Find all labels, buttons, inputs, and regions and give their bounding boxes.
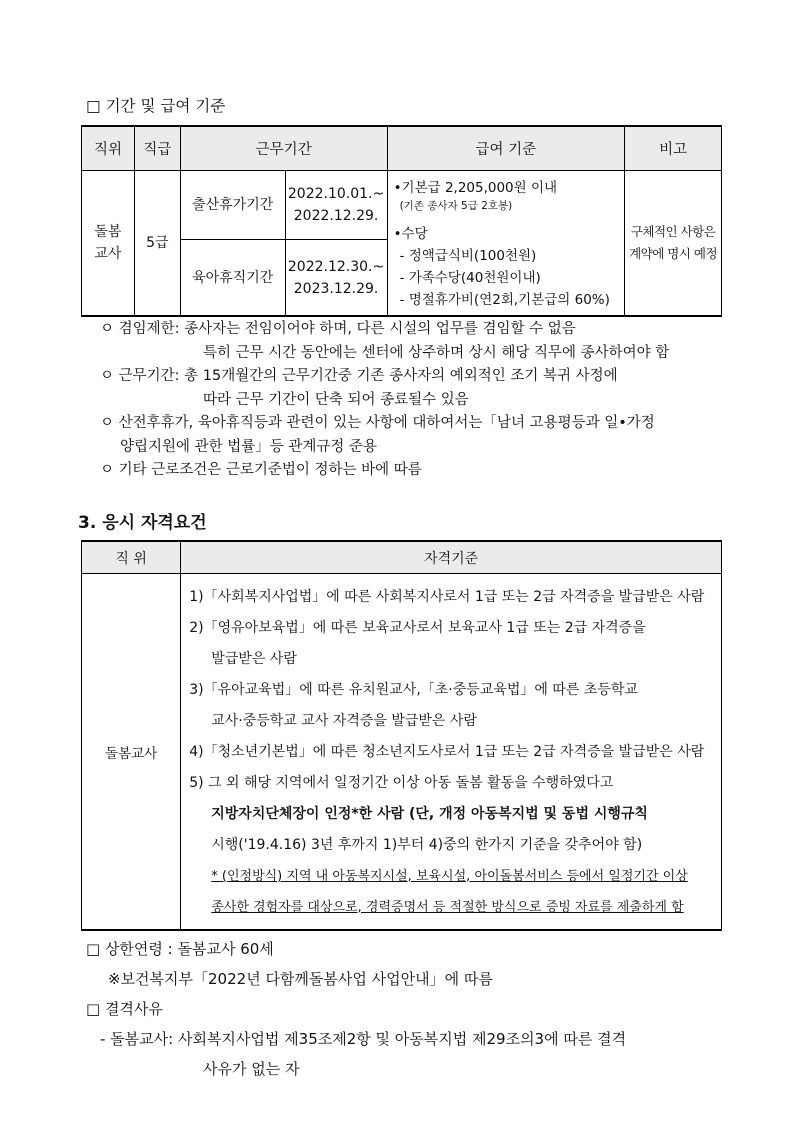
qualification-table <box>81 540 722 931</box>
allowance-item: - 명절휴가비(연2회,기본급의 60%) <box>399 292 610 308</box>
remark-cell: 구체적인 사항은 계약에 명시 예정 <box>625 171 722 317</box>
base-pay: •기본급 2,205,000원 이내 <box>393 180 558 196</box>
header-pay-standard: 급여 기준 <box>387 126 625 171</box>
criteria-line: 지방자치단체장이 인정*한 사람 (단, 개정 아동복지법 및 동법 시행규칙 <box>211 806 648 822</box>
period-cell: 2022.12.30.~ 2023.12.29. <box>285 240 387 316</box>
header-work-period: 근무기간 <box>180 126 387 171</box>
criteria-cell <box>181 574 722 931</box>
base-pay-note: (기존 종사자 5급 2호봉) <box>399 200 513 212</box>
period-cell: 2022.10.01.~ 2022.12.29. <box>285 171 387 240</box>
note-line: 특히 근무 시간 동안에는 센터에 상주하며 상시 해당 직무에 종사하여야 함 <box>203 344 670 361</box>
table-header-row <box>82 126 722 171</box>
period-section-title: □ 기간 및 급여 기준 <box>86 97 226 115</box>
allowance-item: - 가족수당(40천원이내) <box>399 270 541 286</box>
criteria-line: 교사·중등학교 교사 자격증을 발급받은 사람 <box>211 713 477 729</box>
disqualification-title: □ 결격사유 <box>86 1000 163 1018</box>
allowance-item: - 정액급식비(100천원) <box>399 248 537 264</box>
criteria-line: 5) 그 외 해당 지역에서 일정기간 이상 아동 돌봄 활동을 수행하였다고 <box>189 775 614 791</box>
note-line: ㅇ 겸임제한: 종사자는 전임이어야 하며, 다른 시설의 업무를 겸임할 수 없음 <box>100 321 576 337</box>
note-line: 양립지원에 관한 법률」등 관계규정 준용 <box>120 438 378 455</box>
note-line: ㅇ 산전후휴가, 육아휴직등과 관련이 있는 사항에 대하여서는「남녀 고용평등과 일•가정 <box>100 415 655 431</box>
role-cell: 돌봄교사 <box>82 574 181 931</box>
age-limit-reference: ※보건복지부「2022년 다함께돌봄사업 사업안내」에 따름 <box>108 970 493 988</box>
header-criteria: 자격기준 <box>181 541 722 574</box>
allowance-title: •수당 <box>393 226 428 242</box>
table-row <box>82 574 722 931</box>
header-position: 직 위 <box>82 541 181 574</box>
period-pay-table <box>81 125 722 317</box>
pay-standard-cell <box>387 171 625 317</box>
disqualification-line: 사유가 없는 자 <box>203 1060 300 1078</box>
leave-type-cell: 육아휴직기간 <box>180 240 285 316</box>
note-line: ㅇ 근무기간: 총 15개월간의 근무기간중 기존 종사자의 예외적인 조기 복귀 사정에 <box>100 368 618 384</box>
criteria-line: 2)「영유아보육법」에 따른 보육교사로서 보육교사 1급 또는 2급 자격증을 <box>189 620 646 636</box>
criteria-line: 4)「청소년기본법」에 따른 청소년지도사로서 1급 또는 2급 자격증을 발급받은 사람 <box>189 744 705 760</box>
criteria-line: 시행('19.4.16) 3년 후까지 1)부터 4)중의 한가지 기준을 갖추어야 함) <box>211 837 643 853</box>
criteria-footnote: 종사한 경험자를 대상으로, 경력증명서 등 적절한 방식으로 증빙 자료를 제출하게 함 <box>211 900 684 915</box>
criteria-footnote: * (인정방식) 지역 내 아동복지시설, 보육시설, 아이돌봄서비스 등에서 일정기간 이상 <box>211 869 688 884</box>
table-row <box>82 171 722 240</box>
header-position: 직위 <box>82 126 135 171</box>
qualification-section-title: 3. 응시 자격요건 <box>78 513 207 533</box>
header-grade: 직급 <box>134 126 180 171</box>
position-cell: 돌봄 교사 <box>82 171 135 317</box>
criteria-line: 발급받은 사람 <box>211 651 297 667</box>
criteria-line: 1)「사회복지사업법」에 따른 사회복지사로서 1급 또는 2급 자격증을 발급받은 사람 <box>189 589 705 605</box>
header-remark: 비고 <box>625 126 722 171</box>
note-line: ㅇ 기타 근로조건은 근로기준법이 정하는 바에 따름 <box>100 462 422 478</box>
leave-type-cell: 출산휴가기간 <box>180 171 285 240</box>
grade-cell: 5급 <box>134 171 180 317</box>
table-header-row <box>82 541 722 574</box>
age-and-disqualification <box>86 934 746 1084</box>
note-line: 따라 근무 기간이 단축 되어 종료될수 있음 <box>203 391 469 408</box>
conditions-notes <box>86 318 731 483</box>
age-limit-line: □ 상한연령 : 돌봄교사 60세 <box>86 940 274 958</box>
disqualification-line: - 돌봄교사: 사회복지사업법 제35조제2항 및 아동복지법 제29조의3에 따른 결격 <box>100 1030 627 1048</box>
criteria-line: 3)「유아교육법」에 따른 유치원교사,「초·중등교육법」에 따른 초등학교 <box>189 682 638 698</box>
